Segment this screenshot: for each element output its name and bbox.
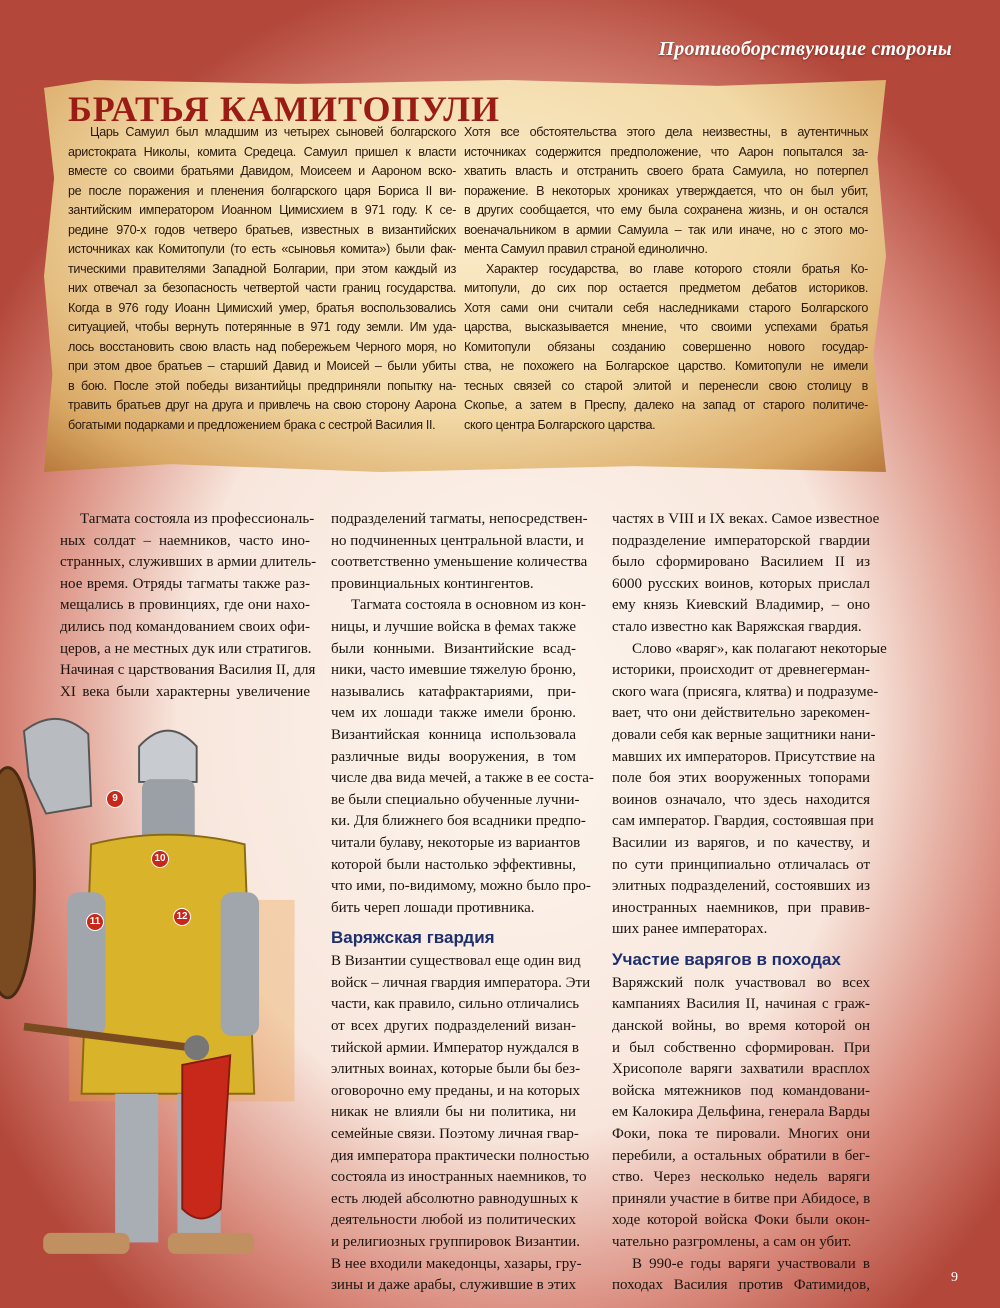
text-line: назывались катафрактариями, при- [331,683,576,700]
text-line: бить череп лошади противника. [331,899,535,916]
text-line: читали булаву, некоторые из вариантов [331,834,581,851]
text-line: Скопье, а затем в Преспу, далеко на запад от старого политиче- [464,398,868,412]
text-line: ки. Для ближнего боя всадники предпо- [331,813,586,830]
text-line: поле боя этих вооруженных топорами [612,770,870,787]
text-line: состояла из иностранных наемников, то [331,1169,587,1186]
text-line: от всех других подразделений визан- [331,1018,576,1035]
sidebar-box-left-column [68,123,456,435]
text-line: ситуацией, чтобы вернуть потерянные в 971 году земли. Им уда- [68,320,456,334]
text-line: историки, происходит от древнегерман- [612,662,870,679]
text-line: элитных подразделений, состоявших из [612,878,870,895]
sidebar-box-title: БРАТЬЯ КАМИТОПУЛИ [68,89,501,129]
text-line: тийской армии. Император нуждался в [331,1039,579,1056]
text-line: аристократа Николы, комита Средеца. Самуил пришел к власти [68,144,456,159]
text-line: никак не влияли бы ни политика, ни [331,1104,576,1121]
text-line: в других сообщается, что ему была сохранена жизнь, и он остался [464,203,868,217]
text-line: дились под командованием своих офи- [60,618,310,635]
text-line: ство. Через несколько недель варяги [612,1169,870,1186]
text-line: стало известно как Варяжская гвардия. [612,618,862,635]
text-line: иностранных наемников, при правив- [612,899,870,916]
text-line: оговорочно ему преданы, и на которых [331,1082,580,1099]
text-line: Хотя все обстоятельства этого дела неизвестны, в аутентичных [464,125,868,139]
callout-11: 11 [86,913,104,931]
text-line: подразделение императорской гвардии [612,532,870,549]
text-line: ре после поражения и пленения болгарского царя Бориса II ви- [68,183,456,198]
text-line: в бою. После этой победы византийцы предприняли попытку на- [68,378,456,393]
text-line: военачальником в армии Самуила – так или иначе, но с этого мо- [464,222,868,237]
text-line: ского wara (присяга, клятва) и подразуме- [612,683,879,700]
text-line: ходе которой войска Фоки были окон- [612,1212,870,1229]
text-line: митопули, до сих пор остается предметом дебатов историков. [464,281,868,295]
text-line: ных солдат – наемников, часто ино- [60,532,310,549]
text-line: что ими, по-видимому, можно было про- [331,878,591,895]
text-line: В Византии существовал еще один вид [331,953,581,970]
text-line: при этом двое братьев – старший Давид и Моисей – были убиты [68,359,456,373]
text-line: источниках содержится предположение, что Аарон попытался за- [464,144,868,159]
text-line: поражение. В некоторых хрониках утверждается, что он был убит, [464,183,868,198]
text-line: тесных связей со старой элитой и перенесли свою столицу в [464,378,868,393]
text-line: войска мятежников под командовани- [612,1082,870,1099]
text-line: деятельности любой из политических [331,1212,576,1229]
text-line: травить братьев друг на друга и привлечь на свою сторону Аарона [68,398,456,412]
text-line: ему князь Киевский Владимир, – оно [612,597,870,614]
text-line: дия императора практически полностью [331,1147,590,1164]
text-line: ского центра Болгарского царства. [464,417,656,432]
text-line: церов, а не местных дук или стратигов. [60,640,312,657]
varangian-guard-illustration [0,710,320,1276]
text-line: странных, служивших в армии длитель- [60,554,317,571]
text-line: и был собственно сформирован. При [612,1039,870,1056]
text-line: Комитопули обязаны созданию совершенно нового государ- [464,339,868,354]
text-line: подразделений тагматы, непосредствен- [331,511,588,527]
text-line: них отвечал за безопасность четвертой части границ государства. [68,281,456,295]
text-line: ники, часто имевшие тяжелую броню, [331,662,576,679]
text-line: по сути принципиально отличалась от [612,856,870,873]
text-line: различные виды вооружения, в том [331,748,576,765]
text-line: Василии из варягов, и по качеству, и [612,834,870,851]
text-line: В нее входили македонцы, хазары, гру- [331,1255,582,1272]
text-line: XI века были характерны увеличение [60,683,310,700]
text-line: богатыми подарками и предложением брака с сестрой Василия II. [68,417,436,432]
text-line: но подчиненных центральной власти, и [331,532,584,549]
text-line: Когда в 976 году Иоанн Цимисхий умер, братья воспользовались [68,300,456,315]
warrior-figure-image [0,710,320,1276]
text-line: Характер государства, во главе которого стояли братья Ко- [486,261,868,276]
text-line: ное время. Отряды тагматы также раз- [60,575,310,592]
text-line: Тагмата состояла в основном из кон- [351,597,586,614]
article-column-3 [612,509,887,1297]
text-line: ших ранее императорах. [612,921,768,938]
callout-10: 10 [151,850,169,868]
text-line: были конными. Византийские всад- [331,640,576,657]
section-heading: Варяжская гвардия [331,928,495,948]
text-line: Хрисополе варяги захватили врасплох [612,1061,870,1078]
text-line: есть людей абсолютно равнодушных к [331,1190,579,1207]
text-line: вместе со своими братьями Давидом, Моисеем и Аароном вско- [68,164,456,178]
text-line: кампаниях Василия II, начиная с граж- [612,996,870,1013]
text-line: чательно разгромлены, а сам он убит. [612,1234,852,1250]
section-heading: Участие варягов в походах [612,949,841,969]
text-line: которой были настолько эффективны, [331,856,576,873]
text-line: семейные связи. Поэтому личная гвар- [331,1126,579,1143]
text-line: ем Калокира Дельфина, генерала Варды [612,1104,870,1121]
text-line: вает, что они действительно зарекомен- [612,705,870,722]
text-line: Варяжский полк участвовал во всех [612,974,870,991]
text-line: сам император. Гвардия, состоявшая при [612,813,874,830]
text-line: мента Самуил правил страной единолично. [464,242,708,256]
text-line: зантийским императором Иоанном Цимисхием в 971 году. К се- [68,203,456,217]
text-line: соответственно уменьшение количества [331,554,588,571]
callout-9: 9 [106,790,124,808]
text-line: и религиозных группировок Византии. [331,1234,580,1250]
text-line: источниках как Комитопули (то есть «сыновья комита») были фак- [68,242,456,256]
text-line: Фоки, пока те пировали. Многих они [612,1126,870,1143]
text-line: Византийская конница использовала [331,726,576,743]
text-line: приняли участие в битве при Абидосе, в [612,1190,871,1207]
text-line: Слово «варяг», как полагают некоторые [632,640,887,657]
text-line: войск – личная гвардия императора. Эти [331,974,591,991]
text-line: мещались в провинциях, где они нахо- [60,597,310,614]
text-line: тическими правителями Западной Болгарии, при этом каждый из [68,261,456,276]
text-line: походах Василия против Фатимидов, [612,1277,870,1294]
text-line: ницы, и лучшие войска в фемах также [331,618,576,635]
text-line: чем их лошади также имели броню. [331,705,576,722]
callout-12: 12 [173,908,191,926]
text-line: элитных воинах, которые были бы без- [331,1061,581,1078]
text-line: Начиная с царствования Василия II, для [60,662,316,679]
text-line: ства, не похожего на Болгарское царство. Комитопули не имели [464,359,868,373]
text-line: воинов означало, что здесь находится [612,791,870,808]
text-line: Царь Самуил был младшим из четырех сыновей болгарского [90,125,456,139]
text-line: 6000 русских воинов, которых прислал [612,575,870,592]
article-column-2 [331,509,594,1297]
text-line: Хотя сами они считали себя наследниками старого Болгарского [464,300,868,315]
text-line: довали себя как верные защитники нани- [612,726,876,743]
text-line: было сформировано Василием II из [612,554,870,571]
text-line: провинциальных контингентов. [331,575,534,592]
text-line: мавших их императоров. Присутствие на [612,748,876,765]
text-line: Тагмата состояла из профессиональ- [80,511,315,527]
text-line: зины и даже арабы, служившие в этих [331,1277,576,1294]
page-number: 9 [951,1270,958,1285]
text-line: царства, высказывается мнение, что своими успехами братья [464,320,868,334]
text-line: редине 970-х годов четверо братьев, известных в византийских [68,222,456,237]
section-header: Противоборствующие стороны [658,38,952,60]
text-line: частях в VIII и IX веках. Самое известное [612,511,880,527]
text-line: данской войны, во время которой он [612,1018,870,1035]
sidebar-box-right-column [464,123,868,435]
article-column-1 [60,509,317,703]
text-line: числе два вида мечей, а также в ее соста- [331,770,594,787]
text-line: лось восстановить свою власть над побережьем Черного моря, но [68,339,456,354]
text-line: хватить власть и отстранить своего брата Самуила, но потерпел [464,164,868,178]
text-line: ве были специально обученные лучни- [331,791,580,808]
text-line: В 990-е годы варяги участвовали в [632,1255,870,1272]
text-line: перебили, а остальных обратили в бег- [612,1147,870,1164]
text-line: части, как правило, сильно отличались [331,996,580,1013]
